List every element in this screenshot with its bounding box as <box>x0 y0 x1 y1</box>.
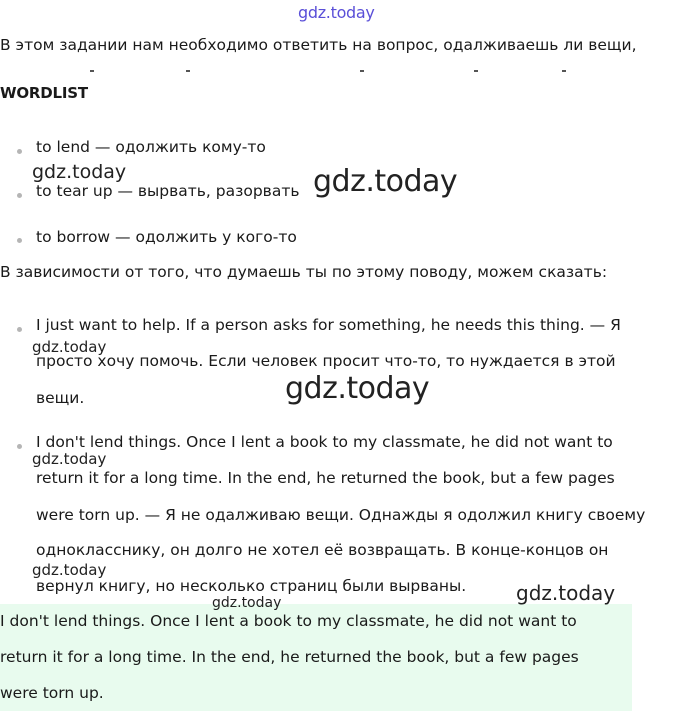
answer-2-line-1: I don't lend things. Once I lent a book to my classmate, he did not want to <box>36 433 613 451</box>
answer-2-line-2: return it for a long time. In the end, he returned the book, but a few pages <box>36 469 615 487</box>
wordlist-item-tear-up: to tear up — вырвать, разорвать <box>36 182 300 200</box>
watermark: gdz.today <box>32 161 127 183</box>
watermark: gdz.today <box>212 595 282 611</box>
watermark: gdz.today <box>285 371 430 406</box>
watermark: gdz.today <box>32 338 107 356</box>
wordlist-heading: WORDLIST <box>0 84 88 102</box>
watermark: gdz.today <box>32 561 107 579</box>
answer-2-line-4: однокласснику, он долго не хотел её возвращать. В конце-концов он <box>36 541 609 559</box>
bullet-dot <box>17 327 22 332</box>
answer-2-line-5: вернул книгу, но несколько страниц были вырваны. <box>36 577 467 595</box>
answer-1-line-3: вещи. <box>36 389 85 407</box>
intro-text: В этом задании нам необходимо ответить на вопрос, одалживаешь ли вещи, <box>0 36 637 54</box>
watermark: gdz.today <box>516 581 616 605</box>
highlight-line-2: return it for a long time. In the end, he returned the book, but a few pages <box>0 648 579 666</box>
wordlist-item-borrow: to borrow — одолжить у кого-то <box>36 228 297 246</box>
bullet-dot <box>17 193 22 198</box>
cut-off-line <box>90 66 580 74</box>
bullet-dot <box>17 149 22 154</box>
lead-text: В зависимости от того, что думаешь ты по этому поводу, можем сказать: <box>0 263 608 281</box>
watermark: gdz.today <box>32 450 107 468</box>
highlight-line-3: were torn up. <box>0 684 104 702</box>
bullet-dot <box>17 238 22 243</box>
highlight-line-1: I don't lend things. Once I lent a book to my classmate, he did not want to <box>0 612 577 630</box>
wordlist-item-lend: to lend — одолжить кому-то <box>36 138 266 156</box>
answer-1-line-2: просто хочу помочь. Если человек просит что-то, то нуждается в этой <box>36 352 616 370</box>
bullet-dot <box>17 444 22 449</box>
answer-2-line-3: were torn up. — Я не одалживаю вещи. Однажды я одолжил книгу своему <box>36 506 646 524</box>
answer-1-line-1: I just want to help. If a person asks for something, he needs this thing. — Я <box>36 316 621 334</box>
watermark-top: gdz.today <box>298 3 375 22</box>
watermark: gdz.today <box>313 164 458 199</box>
